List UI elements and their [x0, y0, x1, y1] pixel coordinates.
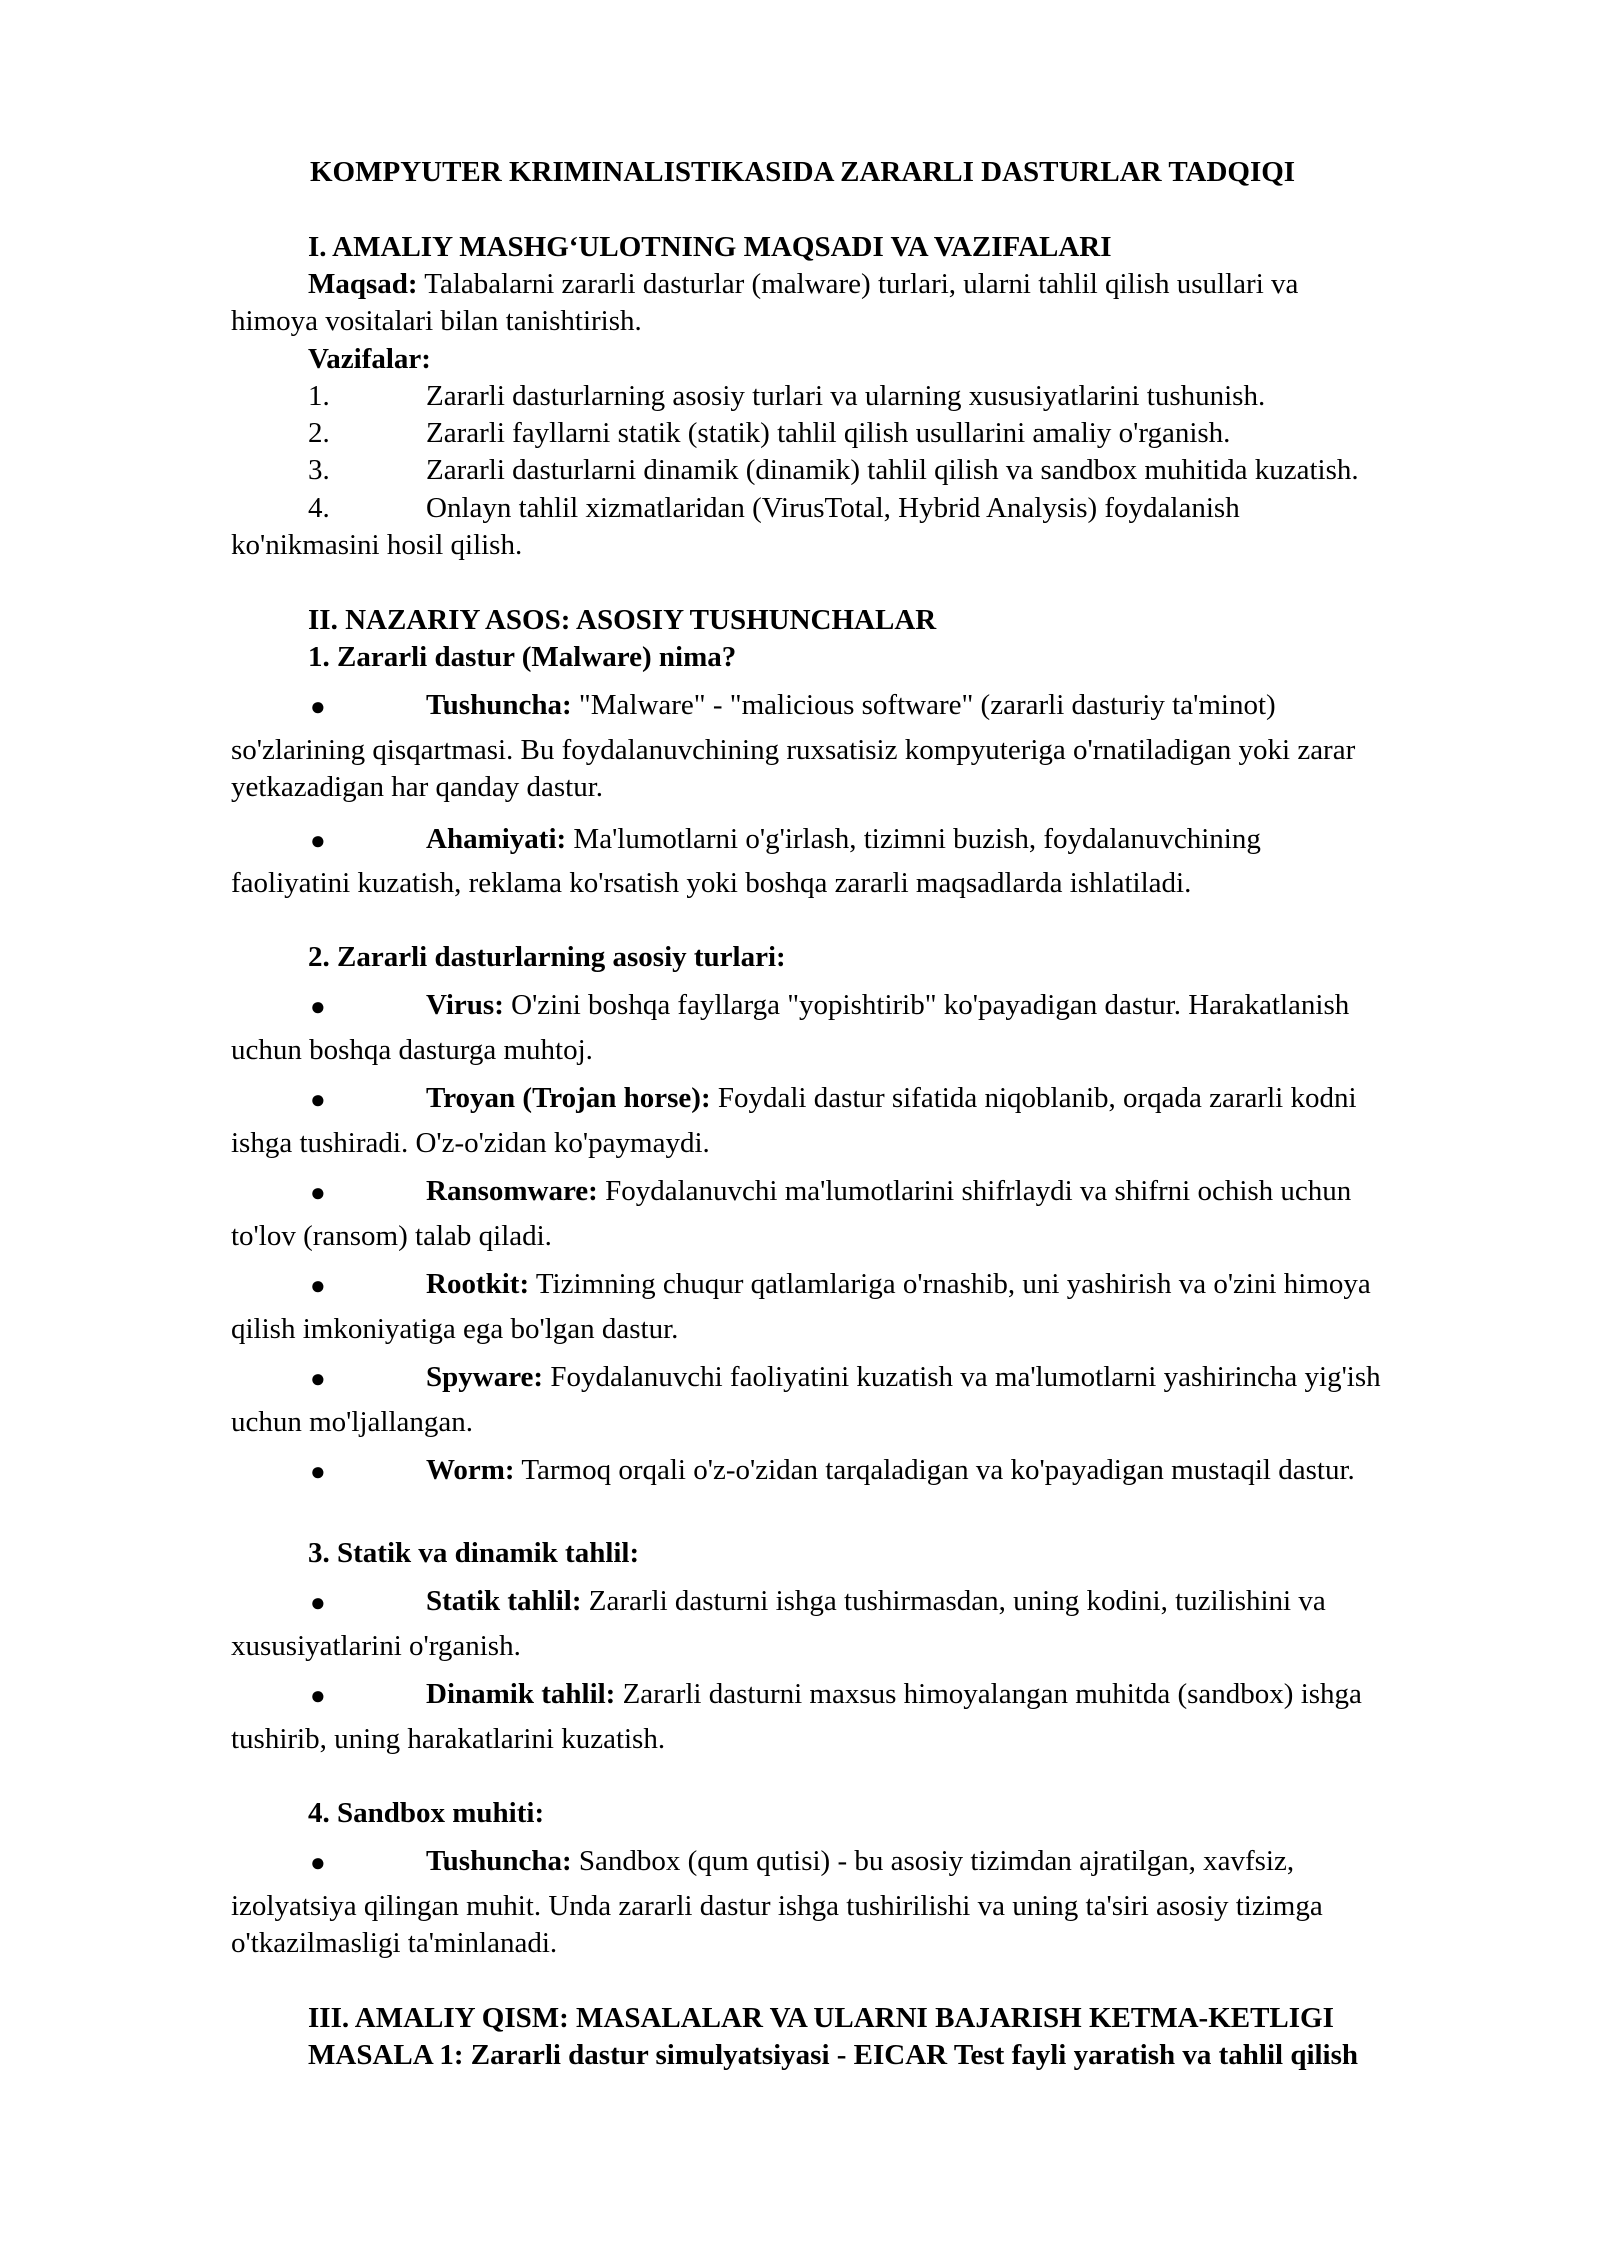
task-number: 3.	[308, 454, 330, 486]
rootkit-text: Tizimning chuqur qatlamlariga o'rnashib, uni yashirish va o'zini himoya	[529, 1268, 1371, 1300]
bullet-icon: ●	[310, 1588, 326, 1617]
static-analysis-text: Zararli dasturni ishga tushirmasdan, uning kodini, tuzilishini va	[581, 1585, 1326, 1617]
section-1-heading: I. AMALIY MASHG‘ULOTNING MAQSADI VA VAZIFALARI	[308, 231, 1112, 263]
dynamic-analysis-label: Dinamik tahlil:	[426, 1678, 616, 1710]
dynamic-analysis-line-2: tushirib, uning harakatlarini kuzatish.	[231, 1723, 666, 1755]
goal-line-1	[308, 265, 1298, 303]
subheading-sandbox: 4. Sandbox muhiti:	[308, 1797, 545, 1829]
concept-label: Tushuncha:	[426, 689, 572, 721]
ransomware-line-2: to'lov (ransom) talab qiladi.	[231, 1220, 552, 1252]
bullet-concept-line-3: yetkazadigan har qanday dastur.	[231, 771, 604, 803]
virus-line-1	[426, 986, 1349, 1024]
trojan-line-1	[426, 1079, 1357, 1117]
ransomware-text: Foydalanuvchi ma'lumotlarini shifrlaydi va shifrni ochish uchun	[597, 1175, 1352, 1207]
ransomware-label: Ransomware:	[426, 1175, 598, 1207]
trojan-line-2: ishga tushiradi. O'z-o'zidan ko'paymaydi.	[231, 1127, 710, 1159]
importance-label: Ahamiyati:	[426, 823, 567, 855]
bullet-icon: ●	[310, 1085, 326, 1114]
ransomware-line-1	[426, 1172, 1351, 1210]
bullet-icon: ●	[310, 1848, 326, 1877]
rootkit-line-2: qilish imkoniyatiga ega bo'lgan dastur.	[231, 1313, 679, 1345]
rootkit-label: Rootkit:	[426, 1268, 530, 1300]
spyware-label: Spyware:	[426, 1361, 544, 1393]
worm-text: Tarmoq orqali o'z-o'zidan tarqaladigan va ko'payadigan mustaqil dastur.	[514, 1454, 1355, 1486]
task-text: Onlayn tahlil xizmatlaridan (VirusTotal, Hybrid Analysis) foydalanish	[426, 492, 1240, 524]
virus-line-2: uchun boshqa dasturga muhtoj.	[231, 1034, 593, 1066]
sandbox-line-3: o'tkazilmasligi ta'minlanadi.	[231, 1927, 558, 1959]
task-text: Zararli dasturlarni dinamik (dinamik) tahlil qilish va sandbox muhitida kuzatish.	[426, 454, 1359, 486]
document-title: KOMPYUTER KRIMINALISTIKASIDA ZARARLI DASTURLAR TADQIQI	[310, 156, 1296, 188]
bullet-importance-line-2: faoliyatini kuzatish, reklama ko'rsatish yoki boshqa zararli maqsadlarda ishlatiladi.	[231, 867, 1192, 899]
bullet-icon: ●	[310, 992, 326, 1021]
task-number: 2.	[308, 417, 330, 449]
virus-text: O'zini boshqa fayllarga "yopishtirib" ko'payadigan dastur. Harakatlanish	[503, 989, 1350, 1021]
goal-text-1: Talabalarni zararli dasturlar (malware) turlari, ularni tahlil qilish usullari va	[417, 268, 1299, 300]
dynamic-analysis-line-1	[426, 1675, 1362, 1713]
spyware-text: Foydalanuvchi faoliyatini kuzatish va ma'lumotlarni yashirincha yig'ish	[543, 1361, 1381, 1393]
tasks-label: Vazifalar:	[308, 343, 431, 375]
bullet-icon: ●	[310, 826, 326, 855]
section-3-heading: III. AMALIY QISM: MASALALAR VA ULARNI BAJARISH KETMA-KETLIGI	[308, 2002, 1334, 2034]
sandbox-line-1	[426, 1842, 1294, 1880]
sandbox-line-2: izolyatsiya qilingan muhit. Unda zararli dastur ishga tushirilishi va uning ta'siri asosiy tizimga	[231, 1890, 1323, 1922]
goal-line-2: himoya vositalari bilan tanishtirish.	[231, 305, 642, 337]
spyware-line-2: uchun mo'ljallangan.	[231, 1406, 473, 1438]
virus-label: Virus:	[426, 989, 504, 1021]
static-analysis-line-1	[426, 1582, 1326, 1620]
bullet-icon: ●	[310, 1364, 326, 1393]
dynamic-analysis-text: Zararli dasturni maxsus himoyalangan muhitda (sandbox) ishga	[615, 1678, 1362, 1710]
bullet-icon: ●	[310, 1681, 326, 1710]
trojan-label: Troyan (Trojan horse):	[426, 1082, 711, 1114]
worm-label: Worm:	[426, 1454, 515, 1486]
bullet-icon: ●	[310, 1178, 326, 1207]
task-4-continuation: ko'nikmasini hosil qilish.	[231, 529, 523, 561]
trojan-text: Foydali dastur sifatida niqoblanib, orqada zararli kodni	[710, 1082, 1357, 1114]
bullet-icon: ●	[310, 1271, 326, 1300]
sandbox-label: Tushuncha:	[426, 1845, 572, 1877]
task-text: Zararli dasturlarning asosiy turlari va ularning xususiyatlarini tushunish.	[426, 380, 1266, 412]
bullet-importance-line-1	[426, 820, 1261, 858]
bullet-concept-line-1	[426, 686, 1276, 724]
bullet-icon: ●	[310, 692, 326, 721]
worm-line-1	[426, 1451, 1355, 1489]
concept-text: "Malware" - "malicious software" (zararli dasturiy ta'minot)	[571, 689, 1276, 721]
subheading-malware-types: 2. Zararli dasturlarning asosiy turlari:	[308, 941, 786, 973]
bullet-concept-line-2: so'zlarining qisqartmasi. Bu foydalanuvchining ruxsatisiz kompyuteriga o'rnatiladigan yoki zarar	[231, 734, 1356, 766]
subheading-analysis: 3. Statik va dinamik tahlil:	[308, 1537, 640, 1569]
rootkit-line-1	[426, 1265, 1371, 1303]
section-2-heading: II. NAZARIY ASOS: ASOSIY TUSHUNCHALAR	[308, 604, 937, 636]
importance-text: Ma'lumotlarni o'g'irlash, tizimni buzish, foydalanuvchining	[566, 823, 1261, 855]
bullet-icon: ●	[310, 1457, 326, 1486]
goal-label: Maqsad:	[308, 268, 418, 300]
task-number: 1.	[308, 380, 330, 412]
task-number: 4.	[308, 492, 330, 524]
spyware-line-1	[426, 1358, 1381, 1396]
task-1-heading: MASALA 1: Zararli dastur simulyatsiyasi - EICAR Test fayli yaratish va tahlil qilish	[308, 2039, 1359, 2071]
static-analysis-label: Statik tahlil:	[426, 1585, 582, 1617]
sandbox-text: Sandbox (qum qutisi) - bu asosiy tizimdan ajratilgan, xavfsiz,	[571, 1845, 1295, 1877]
static-analysis-line-2: xususiyatlarini o'rganish.	[231, 1630, 521, 1662]
subheading-malware: 1. Zararli dastur (Malware) nima?	[308, 641, 737, 673]
task-text: Zararli fayllarni statik (statik) tahlil qilish usullarini amaliy o'rganish.	[426, 417, 1231, 449]
